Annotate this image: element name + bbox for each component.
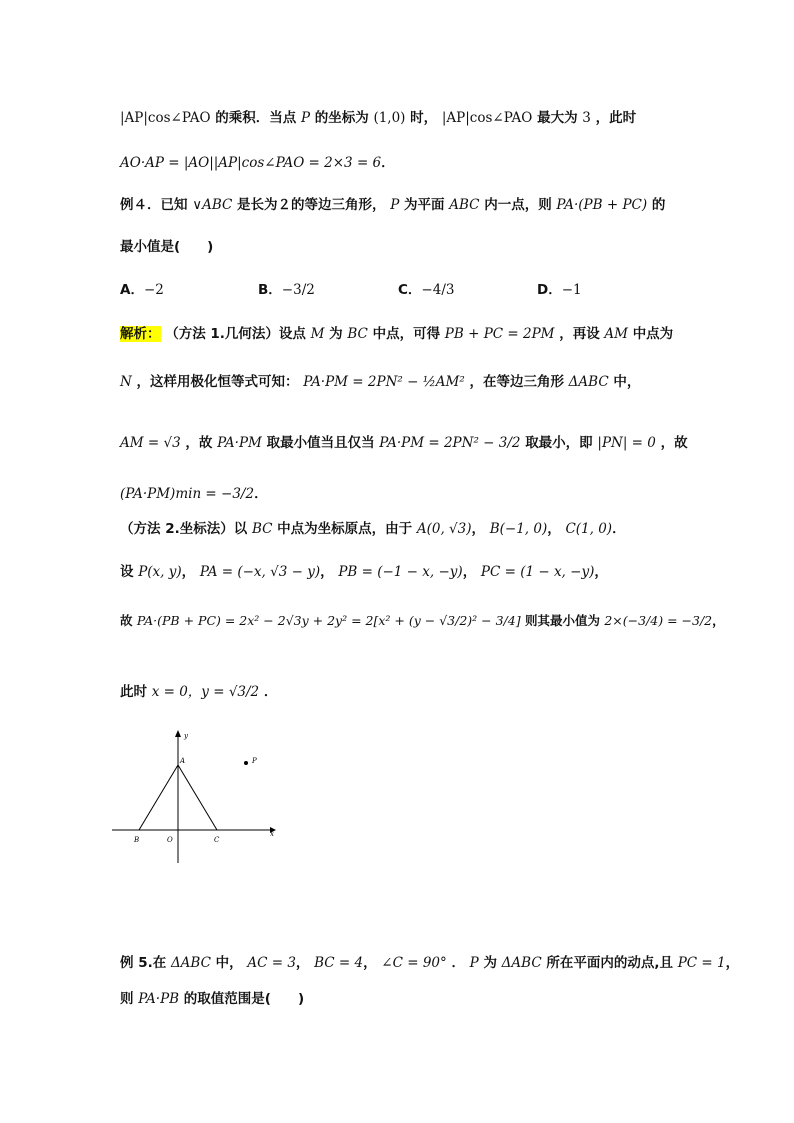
side-ab bbox=[139, 765, 178, 830]
solution-tag: 解析： bbox=[120, 326, 161, 342]
solution-line-1: 解析： （方法 1.几何法）设点 M 为 BC 中点，可得 PB + PC = 2PM ，再设 AM 中点为 bbox=[120, 326, 674, 342]
formula-ex4-expr: PA·(PB + PC) bbox=[556, 197, 648, 213]
method-2-line-3: 故 PA·(PB + PC) = 2x² − 2√3y + 2y² = 2[x² + (y − √3/2)² − 3/4] 则其最小值为 2×(−3/4) = −3/2， bbox=[120, 613, 725, 628]
method-2-line-1: （方法 2.坐标法）以 BC 中点为坐标原点，由于 A(0, √3)， B(−1, 0)， C(1, 0)． bbox=[120, 521, 626, 537]
solution-line-3: AM = √3 ，故 PA·PM 取最小值当且仅当 PA·PM = 2PN² − 3/2 取最小，即 |PN| = 0 ，故 bbox=[120, 435, 688, 451]
example-5-line-2: 则 PA·PB 的取值范围是( ) bbox=[120, 991, 305, 1007]
label-o: O bbox=[167, 836, 173, 844]
label-a: A bbox=[180, 757, 186, 765]
label-b: B bbox=[134, 836, 140, 844]
label-x: x bbox=[270, 830, 274, 838]
example-4-title: 例４．已知 ∨ABC 是长为２的等边三角形， P 为平面 ABC 内一点，则 PA·(PB + PC) 的 bbox=[120, 197, 666, 213]
coordinate-figure bbox=[110, 728, 290, 878]
label-c: C bbox=[214, 836, 220, 844]
line-1: |AP|cos∠PAO 的乘积．当点 P 的坐标为 (1,0) 时， |AP|cos∠PAO 最大为 3 ，此时 bbox=[120, 110, 637, 126]
solution-line-2: N ，这样用极化恒等式可知： PA·PM = 2PN² − ½AM² ，在等边三角形 ΔABC 中， bbox=[120, 374, 641, 390]
method-2-line-4: 此时 x = 0，y = √3/2 ． bbox=[120, 684, 278, 700]
option-c: C．−4/3 bbox=[398, 282, 455, 298]
example-5-line-1: 例 5.在 ΔABC 中， AC = 3， BC = 4， ∠C = 90° ． P 为 ΔABC 所在平面内的动点,且 PC = 1， bbox=[120, 955, 740, 971]
example-4-question: 最小值是( ) bbox=[120, 239, 214, 255]
formula-dot-product: AO·AP = |AO||AP|cos∠PAO = 2×3 = 6 bbox=[120, 155, 382, 171]
line-2: AO·AP = |AO||AP|cos∠PAO = 2×3 = 6． bbox=[120, 155, 395, 171]
option-d: D．−1 bbox=[537, 282, 582, 298]
option-a: A．−2 bbox=[120, 282, 164, 298]
label-y: y bbox=[184, 732, 188, 740]
option-b: B．−3/2 bbox=[258, 282, 315, 298]
y-axis-arrow bbox=[175, 730, 181, 737]
formula-abs-ap-cos-2: |AP|cos∠PAO bbox=[441, 110, 533, 126]
point-p bbox=[244, 761, 248, 765]
side-ac bbox=[178, 765, 217, 830]
solution-line-4: (PA·PM)min = −3/2． bbox=[120, 486, 268, 502]
method-2-line-2: 设 P(x, y)， PA = (−x, √3 − y)， PB = (−1 − x, −y)， PC = (1 − x, −y)， bbox=[120, 564, 608, 580]
label-p: P bbox=[252, 757, 257, 765]
formula-abs-ap-cos: |AP|cos∠PAO bbox=[120, 110, 211, 126]
